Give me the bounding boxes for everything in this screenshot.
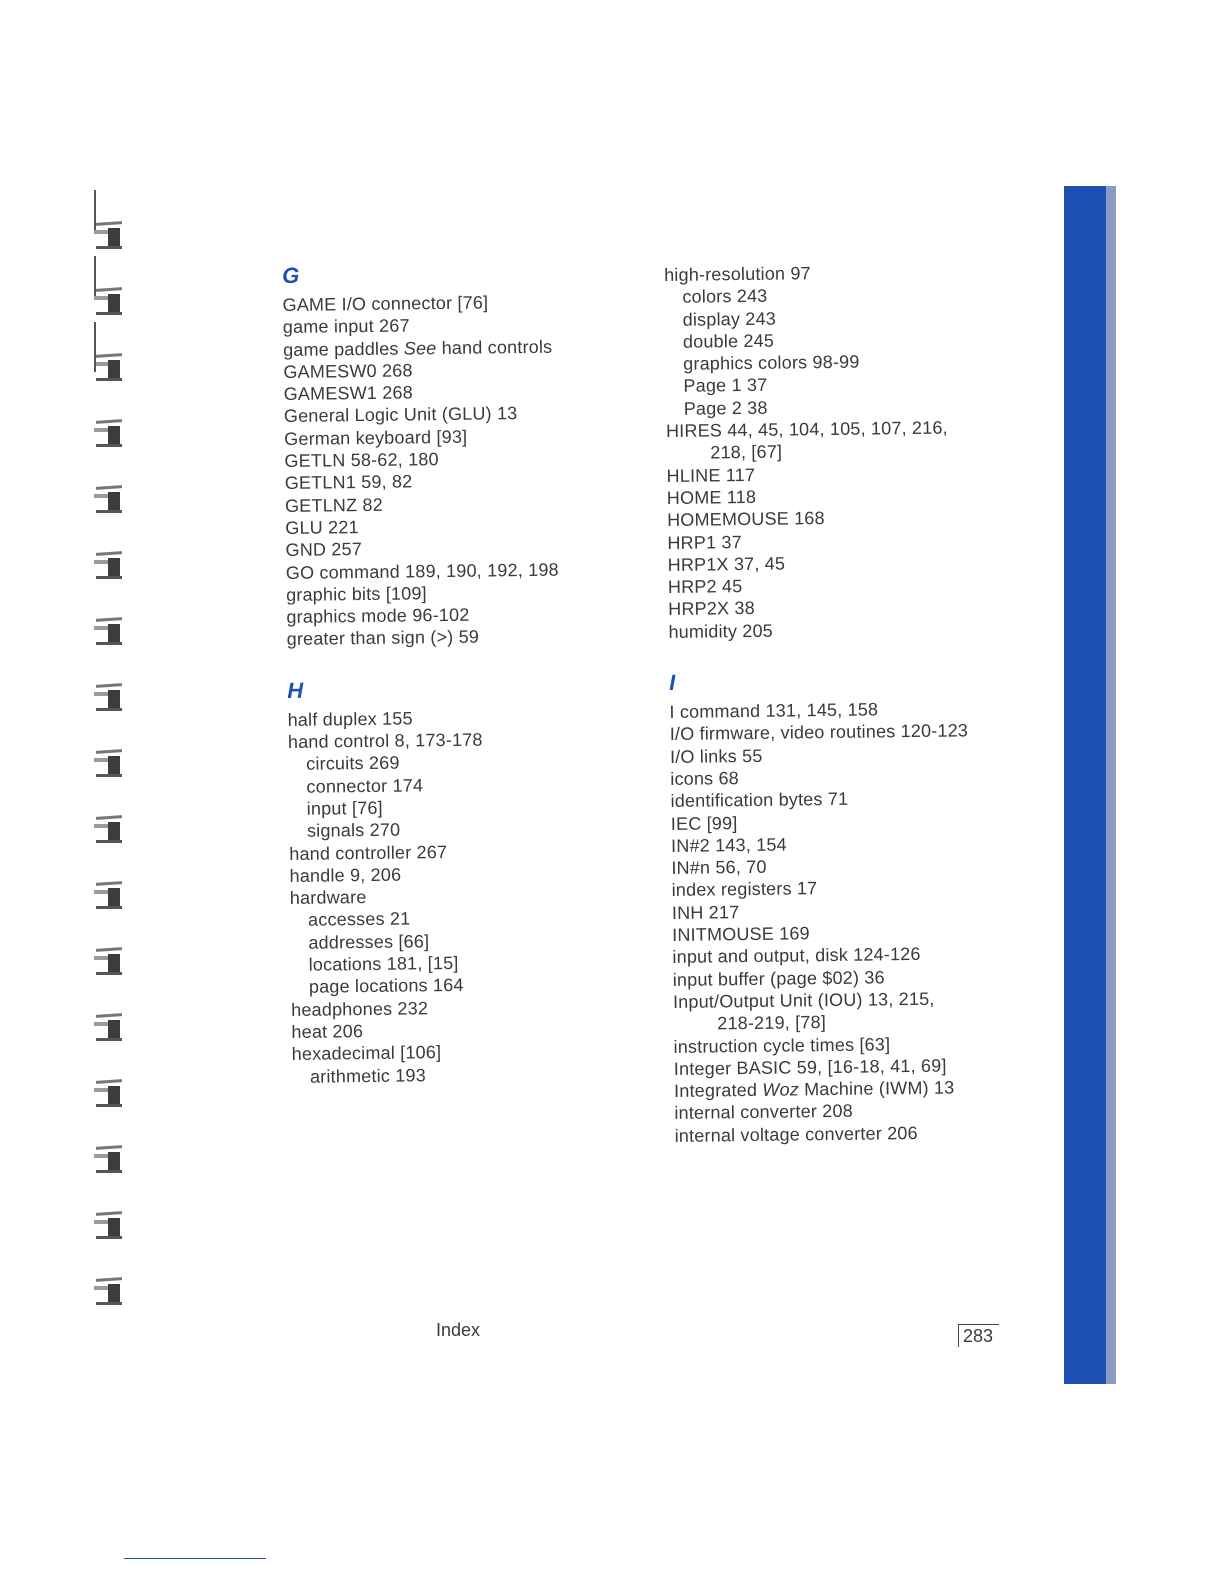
binding-ring-part bbox=[94, 560, 108, 564]
binding-ring-part bbox=[96, 353, 122, 358]
binding-ring-part bbox=[108, 426, 120, 446]
index-entry: heat 206 bbox=[291, 1020, 364, 1042]
index-entry: graphics mode 96-102 bbox=[286, 604, 470, 628]
index-entry: GND 257 bbox=[285, 539, 363, 561]
binding-ring-part bbox=[96, 1277, 122, 1282]
binding-ring-part bbox=[96, 485, 122, 490]
index-entry: half duplex 155 bbox=[287, 708, 413, 730]
binding-ring-part bbox=[96, 419, 122, 424]
index-subentry: colors 243 bbox=[682, 286, 768, 308]
binding-ring-part bbox=[94, 626, 108, 630]
binding-ring-part bbox=[96, 1079, 122, 1084]
binding-ring bbox=[94, 680, 134, 714]
index-subentry: accesses 21 bbox=[307, 908, 411, 931]
index-entry: Integer BASIC 59, [16-18, 41, 69] bbox=[673, 1055, 947, 1079]
binding-ring-part bbox=[96, 815, 122, 820]
binding-ring-part bbox=[108, 888, 120, 908]
index-subentry: circuits 269 bbox=[306, 752, 400, 775]
binding-ring-part bbox=[108, 1020, 120, 1040]
section-spacer bbox=[287, 646, 647, 672]
binding-ring-part bbox=[108, 822, 120, 842]
section-letter-heading: H bbox=[287, 677, 304, 703]
index-entry: hexadecimal [106] bbox=[291, 1042, 442, 1065]
index-subentry: locations 181, [15] bbox=[308, 952, 459, 975]
binding-ring-part bbox=[96, 444, 122, 447]
binding-ring-part bbox=[96, 1170, 122, 1173]
binding-ring-part bbox=[94, 230, 108, 234]
binding-ring-part bbox=[96, 881, 122, 886]
index-entry: Input/Output Unit (IOU) 13, 215, bbox=[672, 988, 935, 1012]
index-subentry: input [76] bbox=[306, 797, 383, 819]
binding-ring-part bbox=[108, 360, 120, 380]
index-entry: graphic bits [109] bbox=[285, 583, 427, 605]
index-entry-continuation: 218, [67] bbox=[710, 441, 783, 463]
binding-ring-part bbox=[96, 1038, 122, 1041]
binding-ring-part bbox=[94, 1088, 108, 1092]
index-entry: German keyboard [93] bbox=[284, 426, 468, 449]
index-entry: HRP1X 37, 45 bbox=[667, 553, 786, 575]
index-subentry: page locations 164 bbox=[308, 975, 464, 998]
binding-ring-part bbox=[96, 708, 122, 711]
binding-ring bbox=[94, 812, 134, 846]
binding-ring-part bbox=[96, 683, 122, 688]
index-entry: icons 68 bbox=[670, 768, 740, 789]
index-entry: HLINE 117 bbox=[666, 464, 756, 486]
binding-ring bbox=[94, 1142, 134, 1176]
index-entry: GETLN1 59, 82 bbox=[284, 471, 413, 494]
binding-ring-part bbox=[108, 558, 120, 578]
section-spacer bbox=[669, 639, 1029, 665]
index-entry: HIRES 44, 45, 104, 105, 107, 216, bbox=[665, 417, 948, 442]
binding-ring-part bbox=[94, 428, 108, 432]
binding-ring bbox=[94, 548, 134, 582]
binding-ring-part bbox=[96, 749, 122, 754]
binding-ring-part bbox=[94, 890, 108, 894]
binding-ring bbox=[94, 1076, 134, 1110]
index-entry: game paddles See hand controls bbox=[282, 336, 553, 360]
binding-ring-part bbox=[96, 1145, 122, 1150]
index-entry: Integrated Woz Machine (IWM) 13 bbox=[673, 1077, 955, 1102]
index-entry: index registers 17 bbox=[671, 878, 818, 901]
index-entry: GO command 189, 190, 192, 198 bbox=[285, 559, 559, 583]
binding-ring-part bbox=[96, 1013, 122, 1018]
binding-ring-part bbox=[96, 774, 122, 777]
binding-ring-part bbox=[94, 758, 108, 762]
binding-ring-part bbox=[108, 1086, 120, 1106]
index-entry: humidity 205 bbox=[668, 620, 774, 642]
binding-ring bbox=[94, 218, 134, 252]
index-entry: INH 217 bbox=[671, 901, 740, 923]
binding-ring-part bbox=[96, 312, 122, 315]
binding-ring bbox=[94, 746, 134, 780]
italic-term: See bbox=[403, 337, 437, 359]
binding-ring bbox=[94, 878, 134, 912]
binding-ring-part bbox=[96, 1104, 122, 1107]
index-entry: game input 267 bbox=[282, 315, 410, 338]
index-entry: HRP1 37 bbox=[667, 531, 742, 553]
index-subentry: graphics colors 98-99 bbox=[683, 351, 860, 374]
binding-ring-part bbox=[94, 1154, 108, 1158]
binding-ring-part bbox=[96, 1236, 122, 1239]
binding-ring bbox=[94, 614, 134, 648]
index-entry: GLU 221 bbox=[285, 517, 359, 538]
index-subentry: signals 270 bbox=[306, 819, 401, 841]
index-entry: instruction cycle times [63] bbox=[673, 1033, 891, 1057]
index-entry: headphones 232 bbox=[291, 997, 429, 1020]
index-entry: hand controller 267 bbox=[289, 841, 448, 864]
index-entry: greater than sign (>) 59 bbox=[286, 627, 480, 650]
binding-ring bbox=[94, 284, 134, 318]
index-entry: IN#n 56, 70 bbox=[671, 856, 767, 879]
index-entry: input buffer (page $02) 36 bbox=[672, 966, 885, 990]
index-subentry: connector 174 bbox=[306, 774, 424, 797]
index-entry: INITMOUSE 169 bbox=[672, 923, 810, 945]
binding-ring-part bbox=[96, 510, 122, 513]
spiral-binding bbox=[94, 190, 144, 1390]
binding-ring-part bbox=[108, 492, 120, 512]
binding-ring-part bbox=[94, 956, 108, 960]
binding-ring-part bbox=[96, 906, 122, 909]
index-entry: IEC [99] bbox=[670, 812, 738, 834]
index-entry: internal voltage converter 206 bbox=[674, 1122, 918, 1146]
binding-ring-part bbox=[94, 824, 108, 828]
binding-ring-part bbox=[96, 642, 122, 645]
binding-ring-part bbox=[96, 617, 122, 622]
index-entry: GETLN 58-62, 180 bbox=[284, 449, 439, 472]
page-number: 283 bbox=[958, 1324, 999, 1347]
index-entry: HOMEMOUSE 168 bbox=[667, 508, 825, 531]
index-entry: HRP2X 38 bbox=[668, 598, 755, 620]
section-letter-heading: I bbox=[668, 669, 676, 696]
index-entry: hardware bbox=[289, 887, 367, 909]
binding-ring-part bbox=[94, 1022, 108, 1026]
index-subentry: Page 2 38 bbox=[683, 397, 768, 419]
binding-ring-part bbox=[108, 1152, 120, 1172]
binding-ring-part bbox=[96, 551, 122, 556]
index-entry: high-resolution 97 bbox=[664, 263, 811, 285]
index-subentry: addresses [66] bbox=[308, 930, 430, 953]
binding-ring bbox=[94, 1208, 134, 1242]
binding-ring-part bbox=[96, 378, 122, 381]
binding-ring-part bbox=[108, 690, 120, 710]
binding-ring bbox=[94, 1010, 134, 1044]
binding-ring-part bbox=[96, 221, 122, 226]
binding-spine-line bbox=[94, 190, 96, 230]
binding-ring-part bbox=[108, 624, 120, 644]
binding-ring-part bbox=[96, 840, 122, 843]
binding-ring bbox=[94, 482, 134, 516]
index-entry-continuation: 218-219, [78] bbox=[717, 1012, 827, 1034]
index-subentry: double 245 bbox=[682, 330, 775, 352]
binding-ring-part bbox=[94, 1286, 108, 1290]
binding-ring-part bbox=[94, 692, 108, 696]
section-letter-heading: G bbox=[282, 262, 300, 288]
index-entry: identification bytes 71 bbox=[670, 789, 849, 812]
index-subentry: arithmetic 193 bbox=[309, 1064, 426, 1087]
index-entry: HOME 118 bbox=[666, 486, 757, 508]
binding-ring bbox=[94, 350, 134, 384]
index-subentry: display 243 bbox=[682, 308, 777, 330]
index-entry: internal converter 208 bbox=[674, 1101, 854, 1124]
binding-ring-part bbox=[108, 228, 120, 248]
binding-ring-part bbox=[96, 287, 122, 292]
binding-ring-part bbox=[94, 494, 108, 498]
binding-ring bbox=[94, 944, 134, 978]
footer-section-title: Index bbox=[436, 1320, 481, 1340]
index-entry: General Logic Unit (GLU) 13 bbox=[283, 403, 518, 427]
binding-ring bbox=[94, 1274, 134, 1308]
binding-ring-part bbox=[94, 296, 108, 300]
binding-ring-part bbox=[96, 1302, 122, 1305]
binding-ring-part bbox=[96, 947, 122, 952]
index-entry: hand control 8, 173-178 bbox=[287, 729, 483, 753]
index-entry: input and output, disk 124-126 bbox=[672, 944, 921, 968]
italic-term: Woz bbox=[762, 1079, 800, 1100]
binding-spine-line bbox=[94, 256, 96, 296]
binding-ring-part bbox=[108, 1218, 120, 1238]
index-entry: GAMESW1 268 bbox=[283, 382, 414, 405]
index-entry: GETLNZ 82 bbox=[284, 494, 383, 516]
binding-ring-part bbox=[108, 294, 120, 314]
binding-ring-part bbox=[96, 576, 122, 579]
bottom-rule bbox=[124, 1558, 266, 1559]
binding-ring-part bbox=[94, 1220, 108, 1224]
binding-ring-part bbox=[96, 972, 122, 975]
binding-ring bbox=[94, 416, 134, 450]
index-entry: GAME I/O connector [76] bbox=[282, 292, 489, 315]
binding-ring-part bbox=[108, 1284, 120, 1304]
index-entry: I/O links 55 bbox=[669, 745, 763, 767]
index-entry: handle 9, 206 bbox=[289, 864, 402, 886]
index-entry: I/O firmware, video routines 120-123 bbox=[669, 720, 969, 745]
thumb-tab-edge bbox=[1106, 186, 1116, 1384]
index-column-right bbox=[664, 260, 1035, 1147]
binding-ring-part bbox=[96, 246, 122, 249]
binding-spine-line bbox=[94, 322, 96, 372]
binding-ring-part bbox=[96, 1211, 122, 1216]
index-entry: GAMESW0 268 bbox=[283, 360, 413, 382]
binding-ring-part bbox=[94, 362, 108, 366]
binding-ring-part bbox=[108, 954, 120, 974]
index-entry: I command 131, 145, 158 bbox=[669, 699, 879, 723]
index-entry: HRP2 45 bbox=[667, 576, 743, 598]
index-subentry: Page 1 37 bbox=[683, 375, 768, 397]
index-entry: IN#2 143, 154 bbox=[670, 834, 787, 856]
index-column-left bbox=[282, 254, 652, 1088]
binding-ring-part bbox=[108, 756, 120, 776]
